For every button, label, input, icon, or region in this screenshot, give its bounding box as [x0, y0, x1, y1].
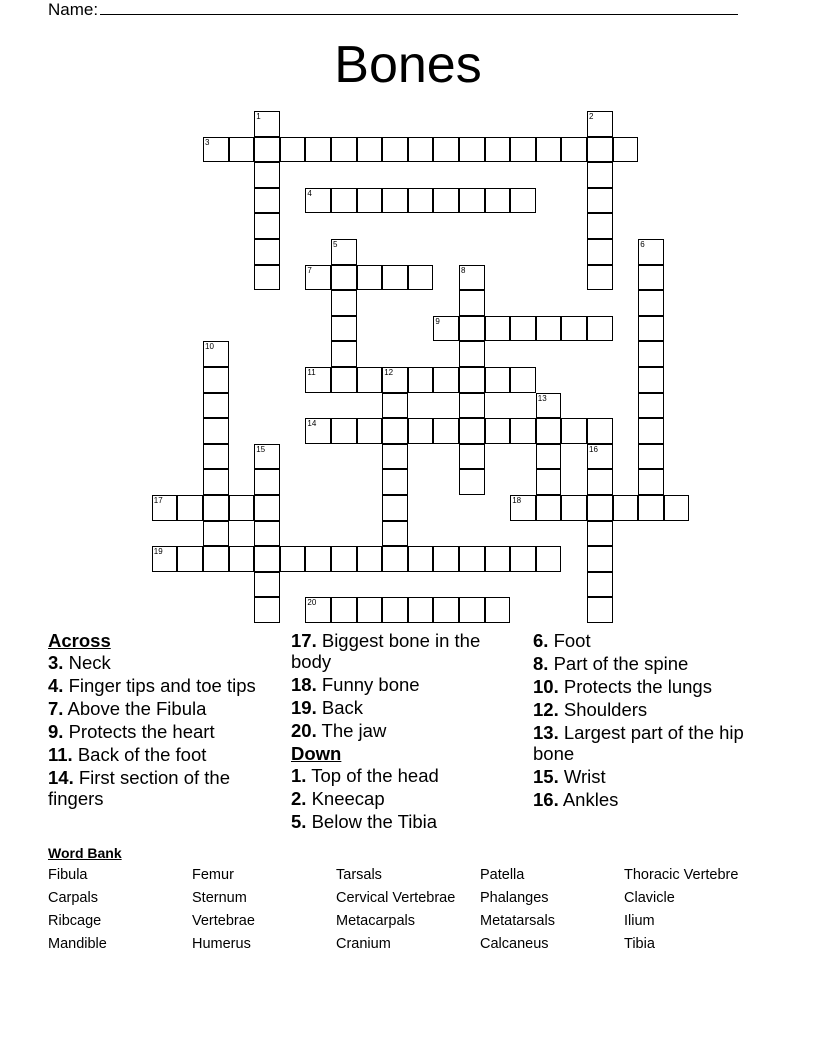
grid-cell[interactable]: [382, 188, 408, 214]
clue-number: 17: [153, 496, 163, 505]
grid-cell[interactable]: [331, 341, 357, 367]
clue-num: 15.: [533, 766, 559, 787]
word-bank-item: Vertebrae: [192, 913, 255, 929]
word-bank-title: Word Bank: [48, 845, 122, 861]
clue-num: 3.: [48, 652, 64, 673]
word-bank-item: Thoracic Vertebre: [624, 867, 739, 883]
clue-item: [291, 720, 516, 741]
clue-num: 17.: [291, 630, 317, 651]
grid-cell[interactable]: [203, 367, 229, 393]
grid-cell[interactable]: [536, 444, 562, 470]
clue-text: Kneecap: [306, 788, 385, 809]
grid-cell[interactable]: [587, 521, 613, 547]
grid-cell[interactable]: [587, 418, 613, 444]
clue-text: Back of the foot: [72, 744, 207, 765]
grid-cell[interactable]: [459, 137, 485, 163]
clue-item: [48, 721, 273, 742]
grid-cell[interactable]: [382, 469, 408, 495]
grid-cell[interactable]: [229, 137, 255, 163]
grid-cell[interactable]: [357, 188, 383, 214]
grid-cell[interactable]: [177, 495, 203, 521]
grid-cell[interactable]: [357, 367, 383, 393]
clue-num: 9.: [48, 721, 64, 742]
grid-cell[interactable]: [254, 239, 280, 265]
clue-text: Protects the heart: [63, 721, 215, 742]
grid-cell[interactable]: [561, 137, 587, 163]
grid-cell[interactable]: [203, 341, 229, 367]
clue-text: The jaw: [316, 720, 387, 741]
grid-cell[interactable]: [152, 546, 178, 572]
word-bank-item: Metatarsals: [480, 913, 555, 929]
grid-cell[interactable]: [305, 137, 331, 163]
grid-cell[interactable]: [485, 418, 511, 444]
clue-num: 8.: [533, 653, 549, 674]
clues-column-2: [291, 630, 516, 834]
grid-cell[interactable]: [382, 265, 408, 291]
grid-cell[interactable]: [459, 418, 485, 444]
grid-cell[interactable]: [587, 239, 613, 265]
clue-number: 3: [205, 137, 210, 147]
page-title: Bones: [334, 36, 482, 94]
clue-item: [533, 630, 758, 651]
grid-cell[interactable]: [587, 469, 613, 495]
grid-cell[interactable]: [536, 316, 562, 342]
clue-item: [291, 765, 516, 786]
grid-cell[interactable]: [536, 393, 562, 419]
grid-cell[interactable]: [408, 546, 434, 572]
clue-item: [533, 676, 758, 697]
grid-cell[interactable]: [536, 418, 562, 444]
grid-cell[interactable]: [382, 444, 408, 470]
clue-item: [533, 653, 758, 674]
word-bank-item: Mandible: [48, 936, 107, 952]
grid-cell[interactable]: [459, 444, 485, 470]
grid-cell[interactable]: [638, 469, 664, 495]
grid-cell[interactable]: [587, 316, 613, 342]
grid-cell[interactable]: [331, 597, 357, 623]
word-bank-item: Patella: [480, 867, 525, 883]
grid-cell[interactable]: [408, 367, 434, 393]
grid-cell[interactable]: [305, 265, 331, 291]
grid-cell[interactable]: [203, 418, 229, 444]
grid-cell[interactable]: [305, 188, 331, 214]
clues-column-3: [533, 630, 758, 812]
grid-cell[interactable]: [357, 265, 383, 291]
word-bank-item: Sternum: [192, 890, 247, 906]
grid-cell[interactable]: [510, 546, 536, 572]
clue-text: Protects the lungs: [558, 676, 712, 697]
grid-cell[interactable]: [510, 495, 536, 521]
grid-cell[interactable]: [254, 162, 280, 188]
grid-cell[interactable]: [587, 546, 613, 572]
clue-num: 7.: [48, 698, 64, 719]
clue-number: 14: [307, 419, 317, 429]
grid-cell[interactable]: [536, 469, 562, 495]
grid-cell[interactable]: [459, 469, 485, 495]
grid-cell[interactable]: [561, 418, 587, 444]
grid-cell[interactable]: [357, 418, 383, 444]
clue-text: Wrist: [558, 766, 606, 787]
clue-number: 15: [256, 444, 266, 454]
grid-cell[interactable]: [382, 393, 408, 419]
clue-item: [533, 789, 758, 810]
grid-cell[interactable]: [408, 137, 434, 163]
grid-cell[interactable]: [357, 137, 383, 163]
grid-cell[interactable]: [331, 137, 357, 163]
grid-cell[interactable]: [587, 572, 613, 598]
word-bank-item: Metacarpals: [336, 913, 415, 929]
clue-num: 6.: [533, 630, 549, 651]
grid-cell[interactable]: [382, 495, 408, 521]
grid-cell[interactable]: [280, 546, 306, 572]
grid-cell[interactable]: [382, 546, 408, 572]
grid-cell[interactable]: [254, 265, 280, 291]
grid-cell[interactable]: [638, 265, 664, 291]
clue-number: 19: [153, 547, 163, 557]
grid-cell[interactable]: [331, 188, 357, 214]
grid-cell[interactable]: [254, 495, 280, 521]
clue-number: 10: [205, 342, 214, 352]
grid-cell[interactable]: [638, 341, 664, 367]
grid-cell[interactable]: [638, 316, 664, 342]
grid-cell[interactable]: [638, 367, 664, 393]
word-bank-item: Carpals: [48, 890, 98, 906]
clue-item: [533, 722, 758, 764]
clue-text: Finger tips and toe tips: [63, 675, 256, 696]
clue-num: 12.: [533, 699, 559, 720]
grid-cell[interactable]: [203, 444, 229, 470]
grid-cell[interactable]: [510, 418, 536, 444]
name-label: Name:: [48, 0, 99, 19]
grid-cell[interactable]: [331, 546, 357, 572]
clue-number: 18: [512, 496, 522, 505]
grid-cell[interactable]: [587, 444, 613, 470]
grid-cell[interactable]: [536, 546, 562, 572]
clue-number: 7: [307, 265, 312, 275]
grid-cell[interactable]: [305, 546, 331, 572]
clue-num: 14.: [48, 767, 74, 788]
grid-cell[interactable]: [587, 137, 613, 163]
grid-cell[interactable]: [382, 367, 408, 393]
word-bank: [48, 866, 768, 954]
word-bank-item: Cranium: [336, 936, 391, 952]
clue-number: 2: [589, 112, 594, 121]
clue-num: 13.: [533, 722, 559, 743]
clue-text: Largest part of the hip bone: [533, 722, 744, 764]
grid-cell[interactable]: [203, 393, 229, 419]
grid-cell[interactable]: [433, 418, 459, 444]
clue-text: Foot: [548, 630, 591, 651]
clue-item: [291, 811, 516, 832]
grid-cell[interactable]: [587, 213, 613, 239]
clue-text: Biggest bone in the body: [291, 630, 481, 672]
clue-text: Top of the head: [306, 765, 439, 786]
grid-cell[interactable]: [587, 188, 613, 214]
grid-cell[interactable]: [485, 316, 511, 342]
clue-number: 13: [537, 393, 547, 403]
clue-num: 18.: [291, 674, 317, 695]
clue-text: Above the Fibula: [63, 698, 207, 719]
clue-text: Neck: [63, 652, 111, 673]
grid-cell[interactable]: [510, 188, 536, 214]
grid-cell[interactable]: [638, 290, 664, 316]
clue-num: 20.: [291, 720, 317, 741]
grid-cell[interactable]: [254, 469, 280, 495]
grid-cell[interactable]: [485, 546, 511, 572]
clue-number: 16: [589, 444, 598, 454]
clue-item: [48, 652, 273, 673]
clue-text: Shoulders: [558, 699, 648, 720]
clue-text: Part of the spine: [548, 653, 689, 674]
grid-cell[interactable]: [305, 597, 331, 623]
grid-cell[interactable]: [254, 521, 280, 547]
grid-cell[interactable]: [382, 521, 408, 547]
word-bank-item: Tarsals: [336, 867, 382, 883]
clue-number: 4: [307, 188, 312, 198]
grid-cell[interactable]: [485, 137, 511, 163]
clue-num: 1.: [291, 765, 307, 786]
down-header: Down: [291, 743, 342, 764]
clue-number: 1: [256, 112, 261, 121]
grid-cell[interactable]: [203, 469, 229, 495]
grid-cell[interactable]: [459, 265, 485, 291]
grid-cell[interactable]: [229, 495, 255, 521]
grid-cell[interactable]: [433, 546, 459, 572]
word-bank-item: Humerus: [192, 936, 251, 952]
clue-number: 8: [461, 265, 466, 275]
grid-cell[interactable]: [331, 367, 357, 393]
grid-cell[interactable]: [203, 546, 229, 572]
grid-cell[interactable]: [638, 495, 664, 521]
word-bank-item: Ribcage: [48, 913, 102, 929]
grid-cell[interactable]: [613, 495, 639, 521]
word-bank-item: Cervical Vertebrae: [336, 890, 456, 906]
grid-cell[interactable]: [459, 367, 485, 393]
clue-number: 5: [333, 240, 338, 249]
grid-cell[interactable]: [331, 290, 357, 316]
clue-number: 12: [384, 368, 394, 377]
grid-cell[interactable]: [254, 137, 280, 163]
grid-cell[interactable]: [459, 393, 485, 419]
grid-cell[interactable]: [408, 418, 434, 444]
word-bank-item: Tibia: [624, 936, 655, 952]
grid-cell[interactable]: [203, 495, 229, 521]
clue-text: Below the Tibia: [306, 811, 438, 832]
grid-cell[interactable]: [536, 137, 562, 163]
grid-cell[interactable]: [152, 495, 178, 521]
grid-cell[interactable]: [587, 597, 613, 623]
grid-cell[interactable]: [331, 418, 357, 444]
clues-column-1: [48, 630, 273, 811]
grid-cell[interactable]: [510, 137, 536, 163]
word-bank-item: Fibula: [48, 867, 88, 883]
clue-num: 16.: [533, 789, 559, 810]
clue-text: Back: [316, 697, 363, 718]
grid-cell[interactable]: [433, 316, 459, 342]
clue-number: 11: [307, 368, 316, 377]
grid-cell[interactable]: [459, 546, 485, 572]
grid-cell[interactable]: [382, 597, 408, 623]
grid-cell[interactable]: [229, 546, 255, 572]
clue-item: [291, 630, 516, 672]
grid-cell[interactable]: [459, 290, 485, 316]
clue-item: [48, 767, 273, 809]
grid-cell[interactable]: [254, 572, 280, 598]
grid-cell[interactable]: [254, 546, 280, 572]
word-bank-item: Ilium: [624, 913, 655, 929]
grid-cell[interactable]: [357, 597, 383, 623]
grid-cell[interactable]: [433, 188, 459, 214]
clue-num: 10.: [533, 676, 559, 697]
clue-item: [48, 744, 273, 765]
grid-cell[interactable]: [408, 597, 434, 623]
grid-cell[interactable]: [433, 367, 459, 393]
grid-cell[interactable]: [587, 495, 613, 521]
word-bank-item: Clavicle: [624, 890, 675, 906]
grid-cell[interactable]: [408, 265, 434, 291]
grid-cell[interactable]: [433, 597, 459, 623]
grid-cell[interactable]: [177, 546, 203, 572]
grid-cell[interactable]: [459, 597, 485, 623]
grid-cell[interactable]: [638, 418, 664, 444]
clue-number: 9: [435, 316, 440, 326]
clue-num: 4.: [48, 675, 64, 696]
grid-cell[interactable]: [510, 367, 536, 393]
clue-num: 19.: [291, 697, 317, 718]
word-bank-item: Phalanges: [480, 890, 549, 906]
grid-cell[interactable]: [331, 316, 357, 342]
grid-cell[interactable]: [664, 495, 690, 521]
clue-text: Funny bone: [316, 674, 420, 695]
grid-cell[interactable]: [254, 188, 280, 214]
grid-cell[interactable]: [638, 239, 664, 265]
grid-cell[interactable]: [510, 316, 536, 342]
grid-cell[interactable]: [638, 393, 664, 419]
grid-cell[interactable]: [459, 341, 485, 367]
grid-cell[interactable]: [459, 316, 485, 342]
grid-cell[interactable]: [382, 418, 408, 444]
clue-item: [533, 699, 758, 720]
grid-cell[interactable]: [254, 597, 280, 623]
grid-cell[interactable]: [254, 111, 280, 137]
grid-cell[interactable]: [587, 265, 613, 291]
clue-item: [291, 674, 516, 695]
grid-cell[interactable]: [305, 367, 331, 393]
grid-cell[interactable]: [203, 521, 229, 547]
clue-number: 20: [307, 598, 317, 608]
grid-cell[interactable]: [485, 597, 511, 623]
clue-item: [48, 675, 273, 696]
clue-text: First section of the fingers: [48, 767, 231, 809]
word-bank-item: Femur: [192, 867, 234, 883]
grid-cell[interactable]: [305, 418, 331, 444]
grid-cell[interactable]: [203, 137, 229, 163]
grid-cell[interactable]: [254, 213, 280, 239]
grid-cell[interactable]: [485, 367, 511, 393]
grid-cell[interactable]: [382, 137, 408, 163]
grid-cell[interactable]: [357, 546, 383, 572]
grid-cell[interactable]: [536, 495, 562, 521]
grid-cell[interactable]: [408, 188, 434, 214]
clue-item: [291, 697, 516, 718]
clue-item: [533, 766, 758, 787]
grid-cell[interactable]: [433, 137, 459, 163]
clue-text: Ankles: [558, 789, 619, 810]
grid-cell[interactable]: [587, 111, 613, 137]
across-header: Across: [48, 630, 111, 651]
clue-item: [291, 788, 516, 809]
grid-cell[interactable]: [561, 495, 587, 521]
clue-num: 11.: [48, 744, 73, 765]
grid-cell[interactable]: [459, 188, 485, 214]
clue-number: 6: [640, 240, 645, 249]
word-bank-item: Calcaneus: [480, 936, 549, 952]
grid-cell[interactable]: [613, 137, 639, 163]
clue-item: [48, 698, 273, 719]
grid-cell[interactable]: [331, 239, 357, 265]
grid-cell[interactable]: [331, 265, 357, 291]
grid-cell[interactable]: [638, 444, 664, 470]
grid-cell[interactable]: [280, 137, 306, 163]
grid-cell[interactable]: [254, 444, 280, 470]
grid-cell[interactable]: [485, 188, 511, 214]
clue-num: 5.: [291, 811, 307, 832]
grid-cell[interactable]: [587, 162, 613, 188]
clue-num: 2.: [291, 788, 307, 809]
grid-cell[interactable]: [561, 316, 587, 342]
